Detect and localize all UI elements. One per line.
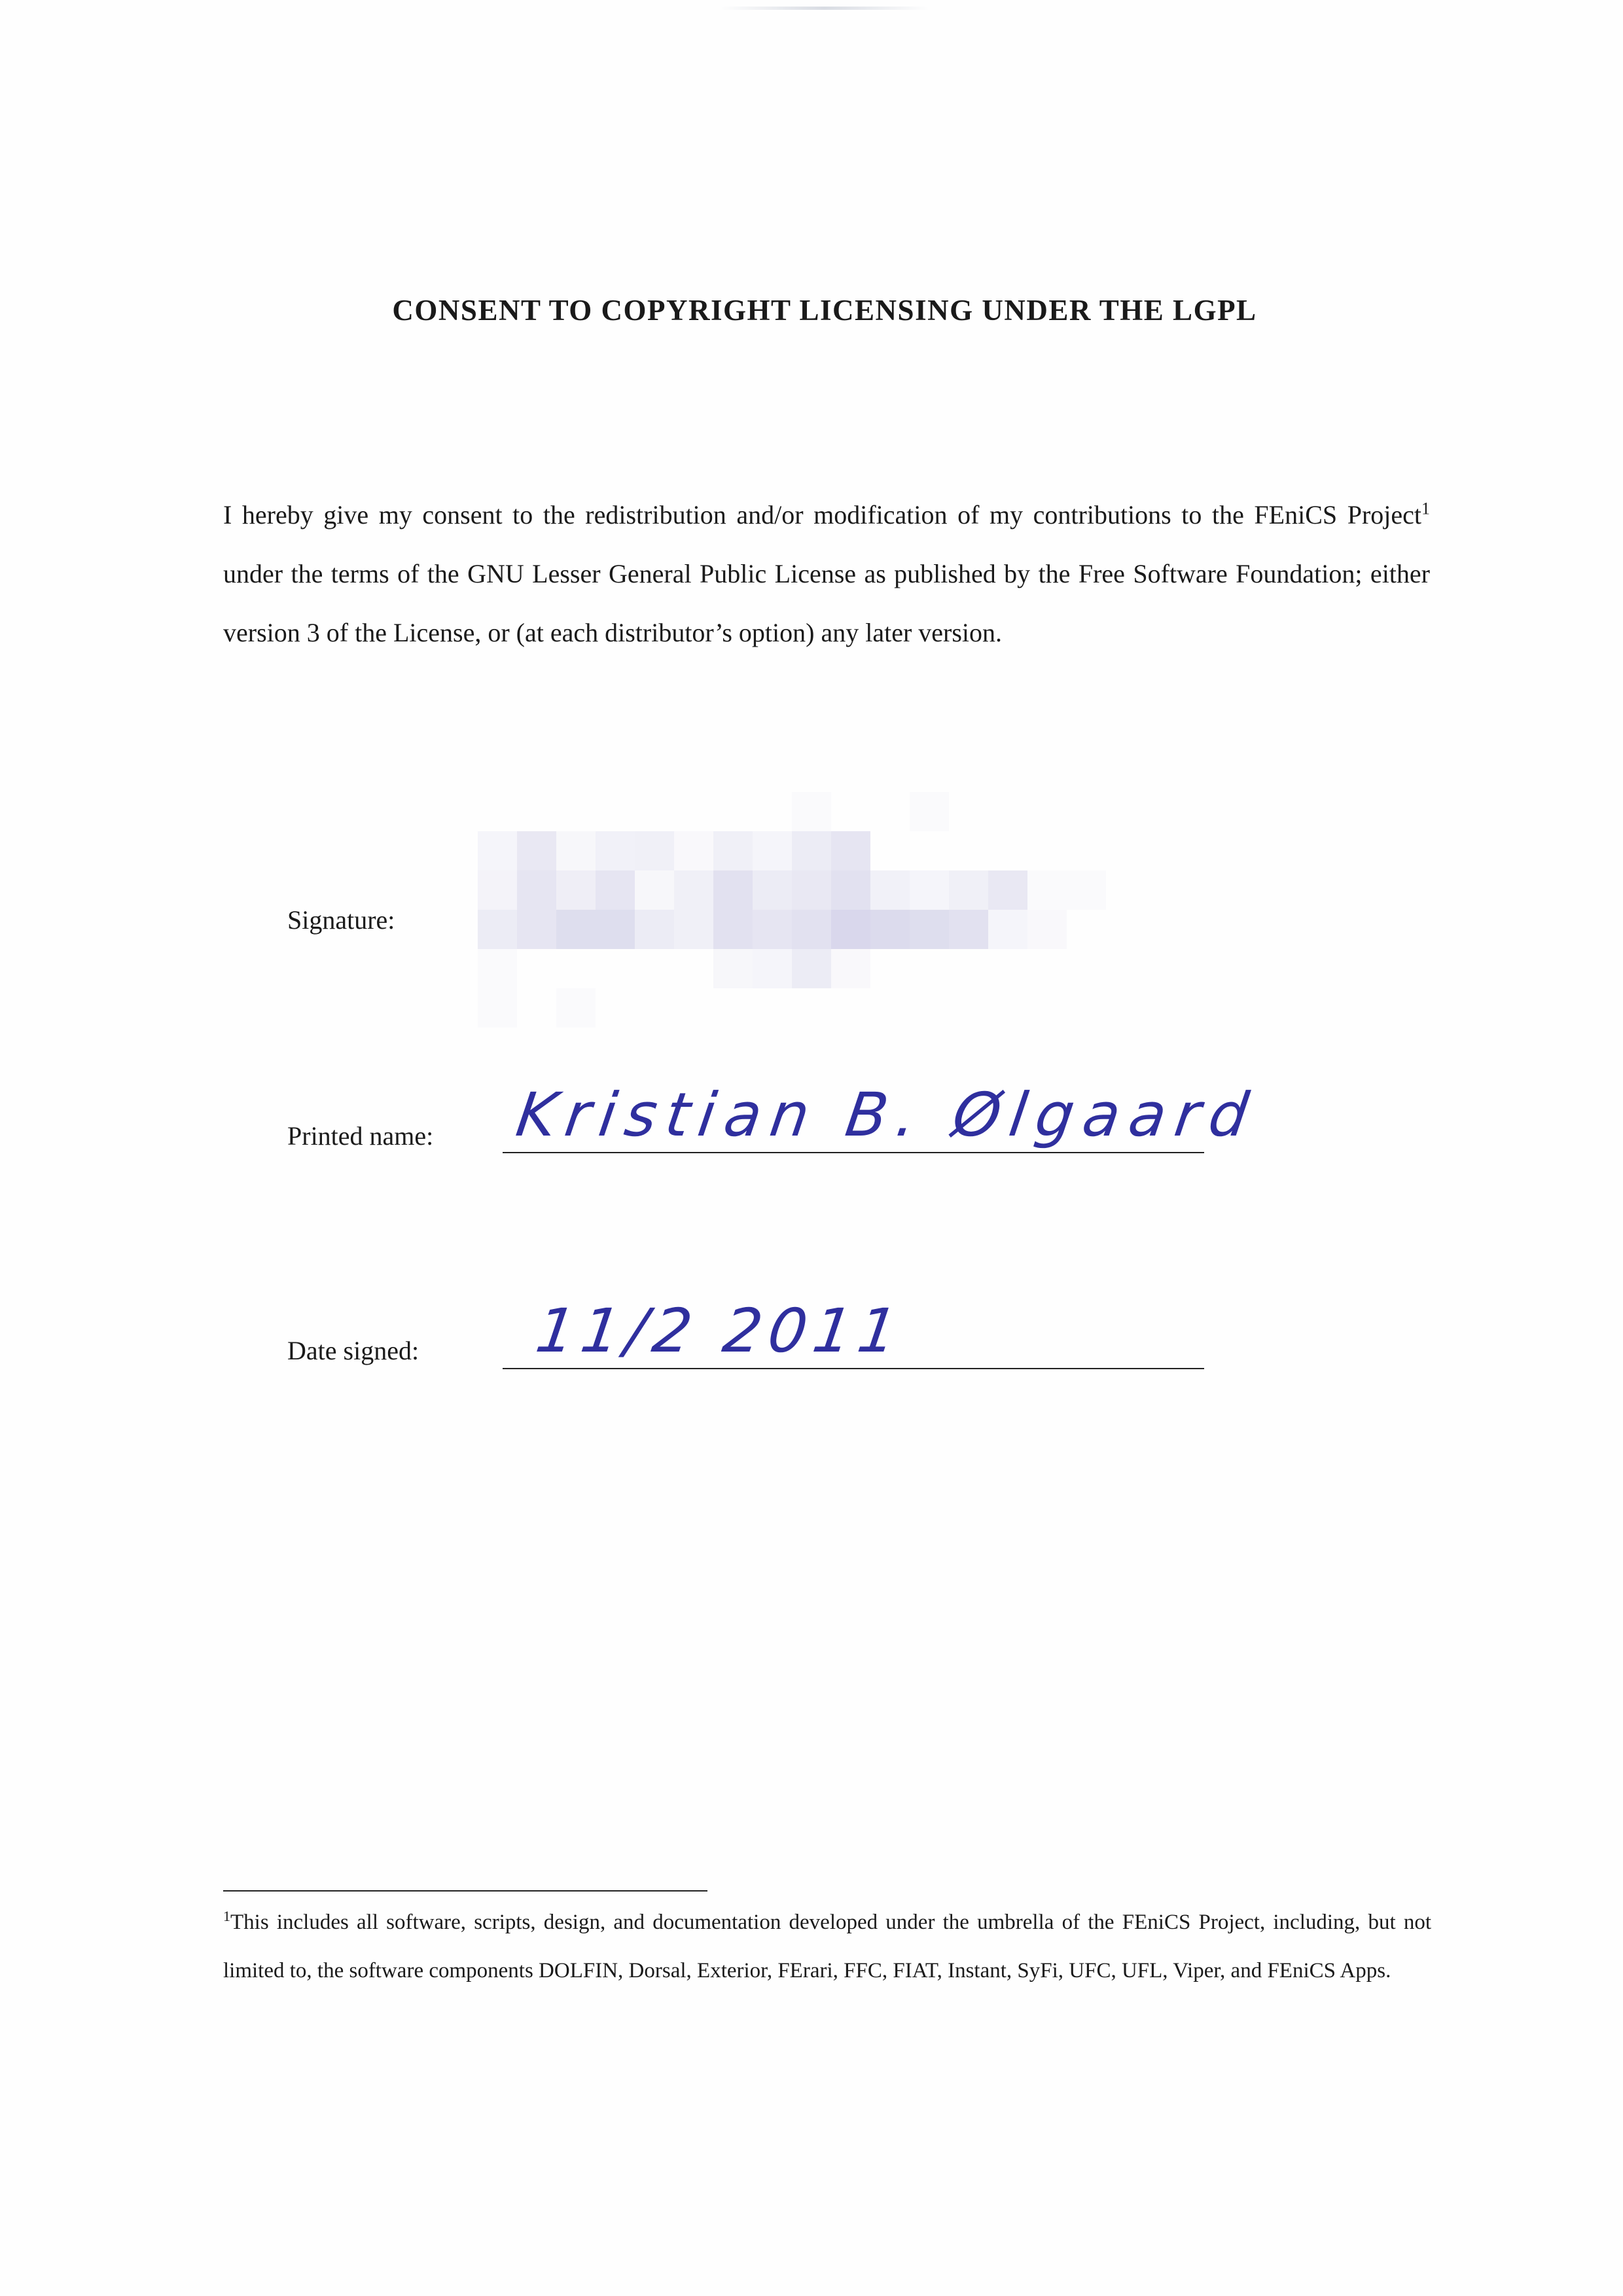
redaction-block (753, 870, 792, 910)
redaction-block (478, 988, 517, 1028)
printed-name-line (503, 1152, 1204, 1153)
redaction-block (792, 870, 831, 910)
redaction-block (635, 870, 674, 910)
redaction-block (517, 870, 556, 910)
redaction-block (1027, 870, 1067, 910)
redaction-block (753, 910, 792, 949)
redaction-block (1027, 910, 1067, 949)
redaction-block (556, 988, 596, 1028)
scan-artifact (720, 7, 929, 10)
redaction-block (635, 831, 674, 870)
redaction-block (596, 831, 635, 870)
redaction-block (910, 870, 949, 910)
footnote (223, 1898, 1431, 1995)
redaction-block (949, 910, 988, 949)
footnote-text: This includes all software, scripts, design, and documentation developed under the umbrella of the FEniCS Project, including, but not limited to, the software components DOLFIN, Dorsal, Exterior, FErari, FFC, FIAT, Instant, SyFi, UFC, UFL, Viper, and FEniCS Apps. (223, 1910, 1431, 1982)
redaction-block (556, 831, 596, 870)
redacted-signature (478, 785, 1315, 1034)
document-title: CONSENT TO COPYRIGHT LICENSING UNDER THE LGPL (392, 294, 1257, 327)
redaction-block (713, 949, 753, 988)
redaction-block (478, 870, 517, 910)
printed-name-label: Printed name: (287, 1121, 434, 1151)
date-signed-handwriting: 11/2 2011 (531, 1296, 908, 1366)
redaction-block (949, 870, 988, 910)
signature-label: Signature: (287, 905, 395, 935)
redaction-block (556, 910, 596, 949)
redaction-block (870, 910, 910, 949)
redaction-block (556, 870, 596, 910)
footnote-separator (223, 1890, 707, 1892)
redaction-block (713, 870, 753, 910)
redaction-block (870, 870, 910, 910)
redaction-block (478, 831, 517, 870)
redaction-block (674, 831, 713, 870)
redaction-block (910, 792, 949, 831)
redaction-block (792, 949, 831, 988)
footnote-reference: 1 (1421, 499, 1430, 518)
redaction-block (517, 831, 556, 870)
redaction-block (753, 949, 792, 988)
redaction-block (831, 831, 870, 870)
redaction-block (478, 949, 517, 988)
redaction-block (517, 910, 556, 949)
redaction-block (635, 910, 674, 949)
redaction-block (988, 910, 1027, 949)
redaction-block (988, 870, 1027, 910)
consent-text-part2: under the terms of the GNU Lesser General Public License as published by the Free Software Foundation; either version 3 of the License, or (at each distributor’s option) any later version. (223, 559, 1430, 647)
redaction-block (753, 831, 792, 870)
date-signed-label: Date signed: (287, 1336, 419, 1365)
redaction-block (792, 910, 831, 949)
consent-paragraph (223, 486, 1430, 662)
footnote-number: 1 (223, 1908, 230, 1924)
redaction-block (713, 831, 753, 870)
redaction-block (713, 910, 753, 949)
redaction-block (1067, 870, 1106, 910)
printed-name-handwriting: Kristian B. Ølgaard (512, 1080, 1262, 1150)
redaction-block (831, 870, 870, 910)
redaction-block (831, 949, 870, 988)
redaction-block (831, 910, 870, 949)
redaction-block (792, 831, 831, 870)
consent-text-part1: I hereby give my consent to the redistribution and/or modification of my contributions to the FEniCS Project (223, 500, 1421, 529)
redaction-block (478, 910, 517, 949)
redaction-block (596, 910, 635, 949)
redaction-block (674, 910, 713, 949)
redaction-block (596, 870, 635, 910)
redaction-block (910, 910, 949, 949)
redaction-block (674, 870, 713, 910)
redaction-block (792, 792, 831, 831)
date-signed-line (503, 1368, 1204, 1369)
